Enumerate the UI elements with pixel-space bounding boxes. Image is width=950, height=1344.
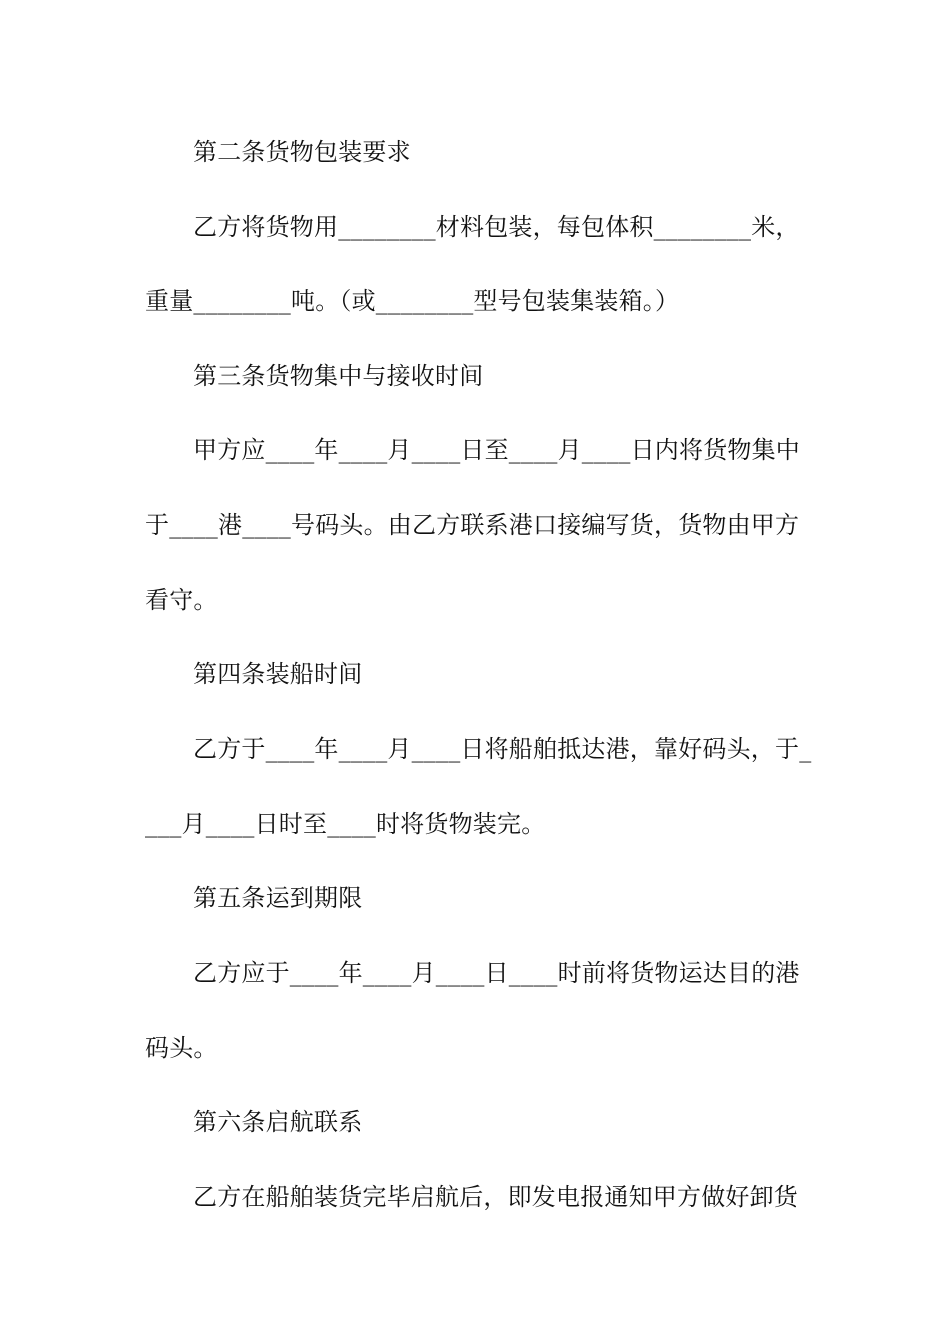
clause-5-text-line-1: 乙方应于____年____月____日____时前将货物运达目的港 <box>193 959 800 987</box>
clause-3-text-line-1: 甲方应____年____月____日至____月____日内将货物集中 <box>193 436 800 464</box>
clause-4-text-line-1: 乙方于____年____月____日将船舶抵达港，靠好码头，于_ <box>193 735 812 763</box>
clause-2-text-line-2: 重量________吨。（或________型号包装集装箱。） <box>145 287 680 315</box>
clause-5-text-line-2: 码头。 <box>145 1034 218 1062</box>
clause-3-heading: 第三条货物集中与接收时间 <box>193 362 484 390</box>
clause-6-heading: 第六条启航联系 <box>193 1108 363 1136</box>
clause-5-heading: 第五条运到期限 <box>193 884 363 912</box>
clause-6-text-line-1: 乙方在船舶装货完毕启航后，即发电报通知甲方做好卸货 <box>193 1183 798 1211</box>
clause-3-text-line-3: 看守。 <box>145 586 218 614</box>
clause-4-text-line-2: ___月____日时至____时将货物装完。 <box>145 810 546 838</box>
clause-4-heading: 第四条装船时间 <box>193 660 363 688</box>
clause-3-text-line-2: 于____港____号码头。由乙方联系港口接编写货，货物由甲方 <box>145 511 800 539</box>
clause-2-heading: 第二条货物包装要求 <box>193 138 411 166</box>
clause-2-text-line-1: 乙方将货物用________材料包装，每包体积________米， <box>193 213 800 241</box>
